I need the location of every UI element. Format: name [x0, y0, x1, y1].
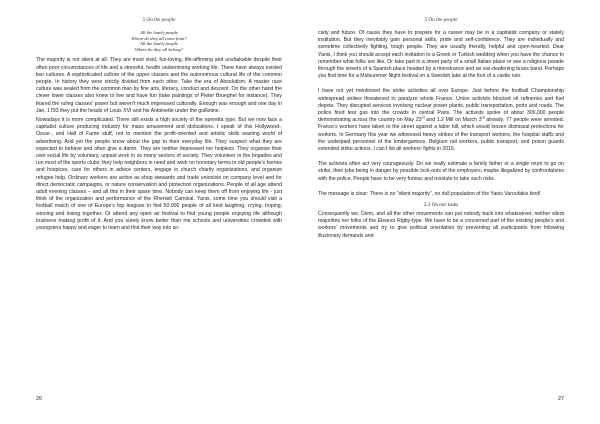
paragraph-text: already. 77 people were arrested. France’s workers have taken to the street against a labor bill, which would loosen dismissal protections for workers. In Germany this year we witnessed heavy strikes of the transport workers, the hospital staffs and the underpaid personnel of the kindergartens. Belgium rail workers, public transport, and prison guards extended strike actions. I can’t list all workers’ fights in 2016. — [318, 117, 564, 153]
running-head-right: 5 On the people — [424, 17, 458, 23]
poem-line: All the lonely people — [140, 41, 178, 47]
paragraph-text: I have not yet mentioned the strike activities all over Europe. Just before the football Championship widespread strikes threatened to paralyze whole France. Union activists blocked oil refineries and fuel depots. They disrupted services involving nuclear power plants, public transportation, ports and roads. The police fired tear gas into the crowds in central Paris. The activists spoke of about 300,000 people demonstrating across the country on May 23 — [318, 88, 564, 124]
poem-line: All the lonely people — [140, 30, 178, 35]
right-page — [300, 0, 600, 424]
running-head-left: 5 On the people — [142, 17, 176, 23]
body-paragraph: ciety and future. Of cause they have to prepare for a career may be in a capitalist company or stately institution. But they inevitably gain personal skills, pride and self-confidence. They are individually and sometime collectively fighting, tough people. They are usually friendly, helpful and open-hearted. Dear Yanis, I think you should accept each invitation to a Greek or Turkish wedding when you have the chance to remember what folks are like. Or take part in a street party of a small Italian place or see a religious parade through the streets of a Spanish place headed by a monstrance and an ear-deafening brass band. Perhaps you find time for a Midsummer Night festival on a Swedish lake at the foot of a castle ruin. — [318, 30, 564, 80]
body-paragraph: The message is clear: There is no “silent majority”, no dull population of the Yanis Varoufakis kind! — [318, 190, 541, 197]
paragraph-text: and 1.2 Mill on March 3 — [424, 117, 482, 124]
ordinal-superscript: rd — [481, 115, 485, 120]
body-paragraph: The majority is not silent at all. They are most vivid, fun-loving, life-affirming and unshakable despite their often poor circumstances of life and a stressful, health undermining working life. There have always existed two cultures. A sophisticated culture of the upper classes and the autonomous cultural life of the common people. In history they were strictly divided from each other. Take the era of Absolutism. A master race culture was sealed from the common man by fine arts, literacy, conduct and descent. On the other hand the clever lower classes also knew to live and have fun (take paintings of Pieter Brueghel for instance). They feared the ruling classes’ power but weren’t much impressed culturally. Enough was enough and one day in Jan. 1793 they put the heads of Louis XVI and his Antoinette under the guillotine. — [36, 57, 282, 114]
body-paragraph: Nowadays it is more complicated. There still exists a high society of the operetta type. But we now face a capitalist culture producing industry for mass amusement and idolizations. I speak of this Hollywood-, Oscar-, and Hall of Fame stuff, not to mention the profit-oriented and artistic skills wasting world of advertising. And yet the people know about the gap to their everyday life. They suspect what they are expected to behave and often give a damn. They are neither depressed nor helpless. They organize their own social life by voluntary, unpaid work in so many sectors of society. They volunteer in fire brigades and run most of the sports clubs; they help neighbors in need and work on honorary terms in old people’s homes and hospices, care for others in advice centers, engage in church charity organizations, and organize refugee help. Ordinary workers are active as shop stewards and trade unionists on company level and for direct democratic campaigns, or nature conservation and protection organizations. People of all age attend adult evening classes – and all this in their spare time. Nobody can keep them off from enjoying life - just think of the organization and performance of the Rhenish Carnival. Yanis, some time you should visit a football match of one of Europe’s top leagues to find 50.000 people of all kind laughing, crying, hoping, winning and losing together. Or attend any open air festival to find young people enjoying life although business making profit of it. And you surely know better than me schools and universities crowded with youngsters happy and eager to learn and find their way into so- — [36, 117, 282, 232]
page-number-left: 26 — [36, 396, 42, 402]
poem-line: Where do they all belong? — [134, 46, 184, 52]
section-heading: 5.3 On our tasks — [423, 202, 459, 209]
page-number-right: 27 — [558, 396, 564, 402]
epigraph-poem — [36, 30, 282, 52]
ordinal-superscript: rd — [421, 115, 425, 120]
poem-line: Where do they all come from? — [131, 35, 187, 41]
body-paragraph: Consequently we, Diem, and all the other movements can put nobody back into whatsoever, neither silent majorities nor folks of the Eleanor Rigby-type. We have to be a concerned part of the existing people’s and workers’ movements and try to give political orientation by preventing all participants from following illusionary demands and — [318, 211, 564, 239]
body-paragraph — [318, 88, 564, 153]
body-paragraph: The activists often act very courageously. Do we really estimate a family father or a single mum to go on strike, their jobs being in danger by possible lock-outs of the employers, maybe illegalized by confrontations with the police. People have to be very furious and resolute to take such risks. — [318, 161, 564, 182]
